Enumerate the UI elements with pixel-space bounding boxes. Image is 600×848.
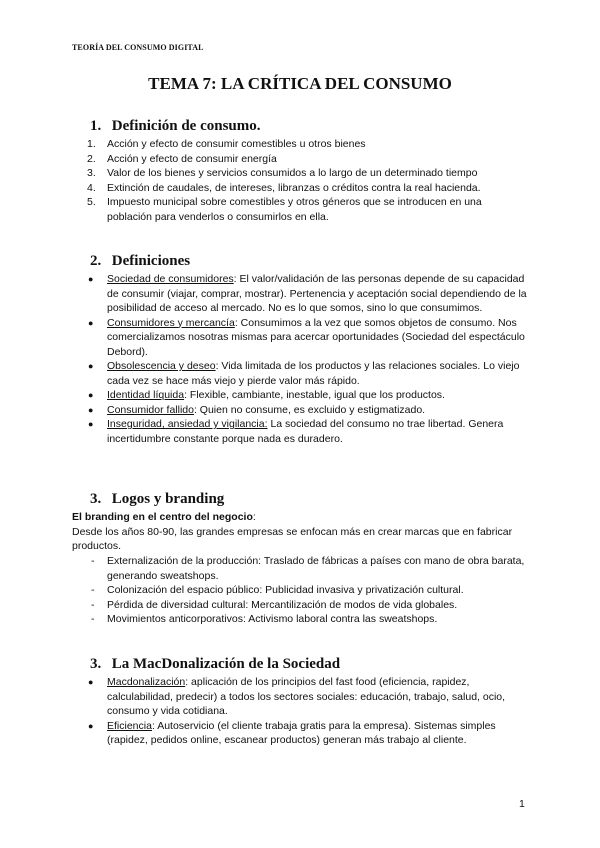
term: Identidad líquida: [107, 389, 185, 401]
list-item: [87, 417, 531, 446]
term: Eficiencia: [107, 719, 152, 732]
intro-paragraph: Desde los años 80-90, las grandes empresas se enfocan más en crear marcas que en fabricar productos.: [72, 525, 513, 552]
item-number: 5.: [87, 196, 96, 208]
bullet-icon: ●: [88, 317, 94, 328]
section-title: Definición de consumo.: [111, 118, 261, 134]
section-2-heading: [90, 253, 190, 270]
dash-bullet: -: [91, 613, 95, 625]
item-text: Pérdida de diversidad cultural: Mercantilización de modos de vida globales.: [107, 598, 458, 611]
list-item: [87, 388, 531, 403]
bullet-icon: ●: [88, 404, 94, 415]
branding-list: [87, 554, 531, 627]
bullet-icon: ●: [88, 720, 94, 731]
subheading-colon: :: [252, 511, 256, 523]
subheading: El branding en el centro del negocio: [72, 511, 253, 523]
term: Macdonalización: [107, 676, 186, 688]
item-text: Movimientos anticorporativos: Activismo laboral contra las sweatshops.: [107, 613, 438, 625]
definitions-list: [87, 272, 531, 446]
macdonalization-list: [87, 675, 531, 748]
term: Sociedad de consumidores: [107, 273, 234, 285]
dash-bullet: -: [91, 584, 95, 596]
section-title: Logos y branding: [111, 491, 225, 507]
item-number: 1.: [87, 138, 96, 150]
list-item: [87, 166, 527, 181]
list-item: [87, 137, 527, 152]
term: Consumidores y mercancía: [107, 316, 235, 329]
list-item: [87, 152, 527, 167]
section-number: 3.: [90, 656, 102, 672]
item-text: Colonización del espacio público: Publicidad invasiva y privatización cultural.: [107, 584, 464, 596]
item-text: Acción y efecto de consumir comestibles u otros bienes: [107, 138, 366, 150]
list-item: [87, 272, 531, 316]
section-1-heading: [90, 118, 261, 135]
bullet-icon: ●: [88, 677, 94, 687]
page-title: TEMA 7: LA CRÍTICA DEL CONSUMO: [148, 74, 452, 93]
list-item: [87, 598, 531, 613]
section-number: 2.: [90, 253, 102, 269]
term: Obsolescencia y deseo: [107, 360, 216, 372]
bullet-icon: ●: [88, 419, 94, 429]
section-3-heading: [90, 491, 224, 508]
item-text: Extinción de caudales, de intereses, libranzas o créditos contra la real hacienda.: [107, 181, 481, 194]
bullet-icon: ●: [88, 390, 94, 400]
dash-bullet: -: [91, 598, 95, 611]
term: Consumidor fallido: [107, 403, 194, 416]
section-title: La MacDonalización de la Sociedad: [111, 656, 341, 672]
section-number: 1.: [90, 118, 102, 134]
definition: : Consumimos a la vez que somos objetos de consumo. Nos comercializamos nosotras mismas para acercar oportunidades (Sociedad del espectáculo Debord).: [107, 316, 525, 358]
item-number: 2.: [87, 152, 96, 165]
bullet-icon: ●: [88, 274, 94, 284]
list-item: [87, 181, 527, 196]
definition-list: [87, 137, 527, 224]
running-header: TEORÍA DEL CONSUMO DIGITAL: [72, 43, 204, 52]
dash-bullet: -: [91, 555, 95, 567]
item-text: Valor de los bienes y servicios consumidos a lo largo de un determinado tiempo: [107, 167, 478, 179]
list-item: [87, 719, 531, 748]
list-item: [87, 612, 531, 627]
item-text: Acción y efecto de consumir energía: [107, 152, 277, 165]
definition: : aplicación de los principios del fast food (eficiencia, rapidez, calculabilidad, predecir) a todos los sectores sociales: educación, trabajo, salud, ocio, consumo y vida cotidiana.: [107, 676, 506, 717]
list-item: [87, 554, 531, 583]
item-text: Externalización de la producción: Traslado de fábricas a países con mano de obra barata, generando sweatshops.: [107, 555, 525, 582]
section-number: 3.: [90, 491, 102, 507]
definition: : Autoservicio (el cliente trabaja gratis para la empresa). Sistemas simples (rapidez, pedidos online, escanear productos) generan más trabajo al cliente.: [107, 719, 496, 746]
list-item: [87, 359, 531, 388]
list-item: [87, 316, 531, 360]
definition: La sociedad del consumo no trae libertad. Genera incertidumbre constante porque nada es duradero.: [107, 418, 504, 445]
list-item: [87, 195, 527, 224]
list-item: [87, 675, 531, 719]
item-number: 3.: [87, 167, 96, 179]
section-4-heading: [90, 656, 340, 673]
list-item: [87, 403, 531, 418]
item-text: Impuesto municipal sobre comestibles y otros géneros que se introducen en una población para venderlos o consumirlos en ella.: [107, 196, 482, 223]
bullet-icon: ●: [88, 361, 94, 371]
definition: : Flexible, cambiante, inestable, igual que los productos.: [184, 389, 445, 401]
page-number: 1: [519, 798, 525, 810]
definition: : El valor/validación de las personas depende de su capacidad de consumir (viajar, comprar, mostrar). Pertenencia y aceptación social dependiendo de la posibilidad de acceso al mercado. No es lo que somos, sino lo que consumimos.: [107, 273, 527, 314]
item-number: 4.: [87, 181, 96, 194]
term: Inseguridad, ansiedad y vigilancia:: [107, 418, 268, 430]
section-title: Definiciones: [111, 253, 191, 269]
definition: : Vida limitada de los productos y las relaciones sociales. Lo viejo cada vez se hace más viejo y pierde valor más rápido.: [107, 360, 520, 387]
list-item: [87, 583, 531, 598]
definition: : Quien no consume, es excluido y estigmatizado.: [193, 403, 426, 416]
branding-intro: [72, 510, 532, 554]
